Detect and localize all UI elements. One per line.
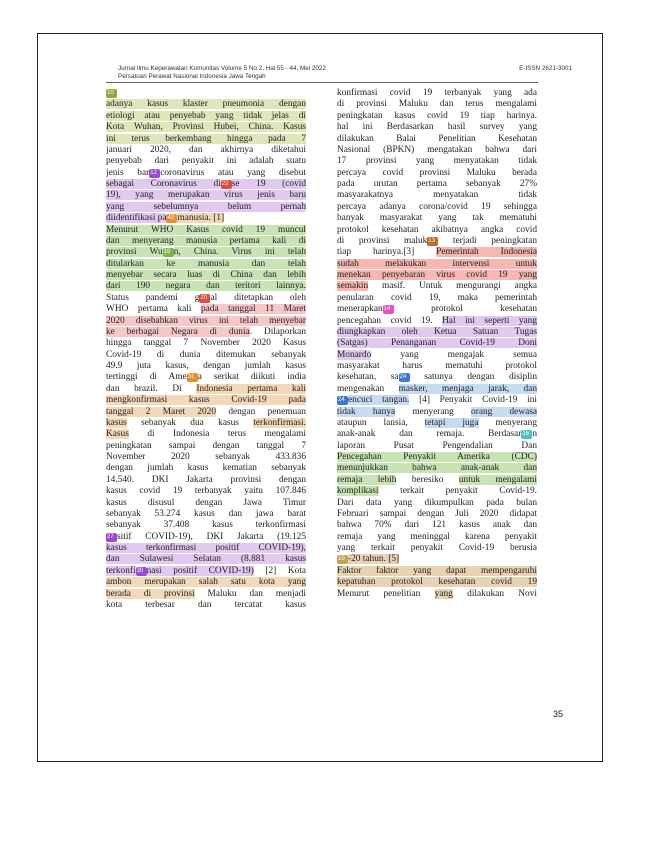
highlighted-text: diidentifikasi pa bbox=[106, 213, 167, 224]
annotation-tag: 12 bbox=[149, 169, 160, 178]
text-line bbox=[106, 111, 306, 122]
highlighted-text: tetapi juga bbox=[424, 417, 479, 428]
text-span: remaja yang meninggal karena penyakit bbox=[337, 531, 537, 542]
text-line bbox=[106, 509, 306, 520]
text-span: peningkatan sampai dengan tanggal 7 bbox=[106, 440, 306, 451]
text-line bbox=[106, 372, 306, 383]
text-line bbox=[337, 554, 537, 565]
text-line bbox=[106, 520, 306, 531]
text-span: 49.9 juta kasus, dengan jumlah kasus bbox=[106, 361, 306, 371]
text-span: ataupun lansia, bbox=[337, 417, 425, 428]
text-line bbox=[106, 350, 306, 361]
text-line bbox=[106, 247, 306, 258]
text-line bbox=[106, 361, 306, 372]
highlighted-text: remaja lebih bbox=[337, 474, 397, 485]
text-line bbox=[106, 418, 306, 429]
text-line bbox=[106, 99, 306, 110]
text-line bbox=[106, 122, 306, 133]
highlighted-text: Sulawesi Selatan (8.881 kasus bbox=[139, 554, 306, 565]
highlighted-text: yang sebelumnya belum pernah bbox=[106, 201, 306, 212]
text-span: Februari sampai dengan Juli 2020 didapat bbox=[337, 508, 537, 519]
text-span: terjadi peningkatan bbox=[438, 235, 537, 246]
left-column bbox=[106, 88, 306, 611]
text-line bbox=[106, 145, 306, 156]
text-line bbox=[106, 270, 306, 281]
annotation-tag: 13 bbox=[427, 237, 438, 246]
text-line bbox=[337, 88, 537, 99]
highlighted-text: Pemerintah Indonesia bbox=[436, 247, 537, 258]
highlighted-text: sebagai Coronavirus di bbox=[106, 179, 221, 189]
text-line bbox=[337, 99, 537, 110]
highlighted-text: orang dewasa bbox=[471, 406, 537, 417]
highlighted-text: berada di provinsi bbox=[106, 588, 195, 599]
text-span: kasus disusul dengan Jawa Timur bbox=[106, 497, 306, 508]
text-span: Maluku dan menjadi bbox=[194, 588, 306, 599]
text-line bbox=[337, 134, 537, 145]
text-line bbox=[337, 202, 537, 213]
text-line bbox=[106, 452, 306, 463]
annotation-tag: 24 bbox=[337, 396, 348, 405]
text-line bbox=[337, 452, 537, 463]
text-span: dilakukan Balai Penelitian Kesehatan bbox=[337, 133, 537, 144]
highlighted-text: Pencegahan Penyakit Amerika (CDC) bbox=[337, 452, 537, 462]
highlighted-text: Hal ini seperti yang bbox=[442, 315, 537, 326]
text-span: yang mengajak semua bbox=[371, 349, 537, 360]
annotation-tag: 30 bbox=[136, 567, 147, 576]
highlighted-text: yang bbox=[434, 588, 453, 599]
text-line bbox=[337, 532, 537, 543]
text-span: . Dilaporkan bbox=[249, 326, 306, 337]
text-line bbox=[337, 407, 537, 418]
highlighted-text: kasus terkonfirmasi positif COVID-19), bbox=[106, 543, 306, 553]
text-line bbox=[106, 486, 306, 497]
text-line bbox=[337, 247, 537, 258]
annotation-tag: 27 bbox=[106, 533, 117, 542]
text-line bbox=[337, 327, 537, 338]
text-span: Menurut penelitian bbox=[337, 588, 435, 599]
text-span: penyebab dari penyakit ini adalah suatu bbox=[106, 156, 306, 167]
text-line bbox=[106, 213, 306, 224]
text-line bbox=[337, 213, 537, 224]
highlighted-text: untuk mengalami bbox=[458, 474, 537, 485]
highlighted-text: semakin bbox=[337, 281, 369, 292]
text-line bbox=[106, 202, 306, 213]
highlighted-text: se 19 (covid bbox=[231, 179, 306, 189]
text-span: n bbox=[532, 429, 537, 440]
annotation-tag: 14 bbox=[383, 305, 394, 314]
highlighted-text: diungkapkan oleh Ketua Satuan Tugas bbox=[337, 326, 537, 337]
text-span: sebanyak 37.408 kasus terkonfirmasi bbox=[106, 520, 306, 531]
text-line bbox=[337, 281, 537, 292]
text-span: menyerang bbox=[395, 406, 472, 417]
text-line bbox=[106, 395, 306, 406]
highlighted-text: tidak hanya bbox=[337, 406, 396, 417]
text-span: al ditetapkan oleh bbox=[210, 292, 306, 303]
annotation-tag: 20 bbox=[199, 294, 210, 303]
text-line bbox=[106, 543, 306, 554]
text-line bbox=[337, 589, 537, 600]
text-line bbox=[337, 361, 537, 372]
highlighted-text: sudah melakukan intervensi untuk bbox=[337, 258, 537, 269]
text-line bbox=[106, 225, 306, 236]
text-line bbox=[337, 179, 537, 190]
text-line bbox=[337, 509, 537, 520]
text-span: protokol kesehatan bbox=[393, 304, 537, 315]
text-span: terkait penyakit Covid-19. bbox=[378, 486, 537, 497]
text-line bbox=[337, 350, 537, 361]
text-line bbox=[106, 600, 306, 611]
highlighted-text: encuci tangan. bbox=[348, 395, 410, 406]
text-span: kota terbesar dan tercatat kasus bbox=[106, 599, 306, 610]
text-line bbox=[337, 190, 537, 201]
text-line bbox=[106, 304, 306, 315]
text-span: januari 2020, dan akhirnya diketahui bbox=[106, 144, 306, 155]
text-span: sebanyak dua kasus bbox=[126, 417, 254, 428]
highlighted-text: manusia. [1] bbox=[177, 213, 225, 224]
text-span: dilakukan Novi bbox=[452, 588, 537, 599]
right-column bbox=[337, 88, 537, 600]
text-span: a serikat diikuti india bbox=[197, 372, 306, 383]
highlighted-text: dan menyerang manusia pertama kali di bbox=[106, 235, 306, 246]
annotation-tag: 10 bbox=[337, 555, 348, 564]
text-line bbox=[337, 543, 537, 554]
text-span: kesehatan, sa bbox=[337, 372, 399, 383]
text-line bbox=[337, 372, 537, 383]
highlighted-text: mengkonfirmasi kasus Covid-19 pada bbox=[106, 395, 306, 406]
text-line bbox=[106, 407, 306, 418]
text-span: percaya adanya corona/covid 19 sehingga bbox=[337, 201, 537, 212]
text-span: [2] Kota bbox=[253, 565, 306, 576]
text-span: bahwa 70% dari 121 kasus anak dan bbox=[337, 520, 537, 531]
highlighted-text: menekan penyebaran virus covid 19 yang bbox=[337, 270, 537, 280]
text-line bbox=[106, 463, 306, 474]
text-line bbox=[337, 463, 537, 474]
highlighted-text: Kota Wuhan, Provinsi Hubei, China. Kasus bbox=[106, 122, 306, 133]
text-span: beresiko bbox=[396, 474, 459, 485]
text-span: mengenakan bbox=[337, 383, 399, 394]
highlighted-text: nasi positif COVID-19) bbox=[146, 565, 254, 576]
text-line bbox=[106, 327, 306, 338]
text-line bbox=[337, 236, 537, 247]
annotation-tag: 16 bbox=[521, 430, 532, 439]
text-span: tertinggi di Ame bbox=[106, 372, 187, 383]
text-line bbox=[337, 384, 537, 395]
highlighted-text: menunjukkan bahwa anak-anak dan bbox=[337, 463, 537, 474]
text-span: di Indonesia terus mengalami bbox=[128, 429, 306, 440]
highlighted-text: komplikasi bbox=[337, 486, 379, 497]
journal-line: Jurnal Ilmu Keperawatan Komunitas Volume 5 No 2, Hal 55 - 44, Mei 2022 bbox=[118, 65, 326, 72]
annotation-tag: 24 bbox=[399, 373, 410, 382]
text-line bbox=[337, 145, 537, 156]
text-line bbox=[106, 566, 306, 577]
text-span: 17 provinsi yang menyatakan tidak bbox=[337, 156, 537, 167]
text-line bbox=[106, 281, 306, 292]
text-span: Status pandemi g bbox=[106, 292, 200, 303]
annotation-tag: 22 bbox=[221, 180, 232, 189]
text-span: dengan penemuan bbox=[216, 406, 306, 417]
page-number: 35 bbox=[552, 709, 563, 719]
text-line bbox=[106, 168, 306, 179]
annotation-tag-line bbox=[106, 88, 306, 99]
text-span: Dari data yang dikumpulkan pada bulan bbox=[337, 497, 537, 508]
highlighted-text: tanggal 2 Maret 2020 bbox=[106, 406, 217, 417]
text-span: peningkatan kasus covid 19 tiap harinya. bbox=[337, 110, 537, 121]
text-span: masyarakatnya menyatakan tidak bbox=[337, 190, 537, 201]
annotation-tag: 31 bbox=[187, 373, 198, 382]
text-span: kasus covid 19 terbanyak yaitu 107.846 bbox=[106, 486, 306, 497]
text-span: pencegahan covid 19. bbox=[337, 315, 443, 326]
highlighted-text: Indonesia pertama kali bbox=[196, 383, 306, 394]
highlighted-text: menyebar secara luas di China dan lebih bbox=[106, 270, 306, 280]
text-span: protokol kesehatan akibatnya angka covid bbox=[337, 224, 537, 235]
issn: E-ISSN 2621-3001 bbox=[519, 65, 572, 72]
text-span: percaya covid provinsi Maluku berada bbox=[337, 167, 537, 178]
annotation-tag: 42 bbox=[166, 214, 177, 223]
text-line bbox=[337, 566, 537, 577]
text-span: satunya dengan disiplin bbox=[409, 372, 537, 383]
text-line bbox=[106, 156, 306, 167]
text-line bbox=[106, 316, 306, 327]
text-line bbox=[337, 395, 537, 406]
highlighted-text: adanya kasus klaster pneumonia dengan bbox=[106, 99, 306, 110]
text-line bbox=[337, 259, 537, 270]
text-line bbox=[337, 498, 537, 509]
publisher-line: Persatuan Perawat Nasional Indonesia Jawa Tengah bbox=[118, 73, 266, 80]
text-span: [4] Penyakit Covid-19 ini bbox=[409, 395, 537, 406]
text-line bbox=[106, 134, 306, 145]
text-span: masif. Untuk mengurangi angka bbox=[368, 281, 537, 292]
text-span: menerapkan bbox=[337, 304, 383, 315]
highlighted-text: ditularkan ke manusia dan telah bbox=[106, 258, 306, 269]
text-span: penularan covid 19, maka pemerintah bbox=[337, 292, 537, 303]
text-span: yang terkait penyakit Covid-19 berusia bbox=[337, 543, 537, 553]
text-span: anak-anak dan remaja. Berdasar bbox=[337, 429, 522, 440]
highlighted-text: dan bbox=[106, 554, 140, 565]
text-line bbox=[337, 111, 537, 122]
text-line bbox=[106, 441, 306, 452]
header-rule bbox=[106, 82, 538, 83]
highlighted-text: terkonfi bbox=[106, 565, 136, 576]
text-line bbox=[337, 168, 537, 179]
text-span: hingga tanggal 7 November 2020 Kasus bbox=[106, 338, 306, 349]
text-line bbox=[337, 225, 537, 236]
text-line bbox=[106, 190, 306, 201]
highlighted-text: kepatuhan protokol kesehatan covid 19 bbox=[337, 577, 537, 588]
text-line bbox=[106, 532, 306, 543]
highlighted-text: kasus bbox=[106, 417, 127, 428]
highlighted-text: ini terus berkembang hingga pada 7 bbox=[106, 133, 306, 144]
text-span: pada urutan pertama sebanyak 27% bbox=[337, 179, 537, 189]
text-span: menyerang bbox=[478, 417, 537, 428]
text-line bbox=[337, 418, 537, 429]
highlighted-text: ambon merupakan salah satu kota yang bbox=[106, 577, 306, 588]
text-span: 14.540. DKI Jakarta provinsi dengan bbox=[106, 474, 306, 485]
annotation-tag: 10 bbox=[106, 89, 117, 98]
text-line bbox=[106, 554, 306, 565]
text-span: dan brazil. Di bbox=[106, 383, 197, 394]
text-line bbox=[337, 156, 537, 167]
highlighted-text: dari 190 negara dan teritori lainnya. bbox=[106, 281, 306, 292]
text-line bbox=[337, 122, 537, 133]
text-span: hal ini Berdasarkan hasil survey yang bbox=[337, 122, 537, 133]
text-span: laporan Pusat Pengendalian Dan bbox=[337, 440, 537, 451]
highlighted-text: n, China. Virus ini telah bbox=[173, 247, 306, 258]
text-span: masyarakat harus mematuhi protokol bbox=[337, 361, 537, 371]
text-line bbox=[337, 441, 537, 452]
text-span: di provinsi Maluku dan terus mengalami bbox=[337, 99, 537, 110]
text-line bbox=[337, 316, 537, 327]
text-line bbox=[106, 384, 306, 395]
text-line bbox=[337, 486, 537, 497]
highlighted-text: masker, menjaga jarak, dan bbox=[398, 383, 537, 394]
text-span: November 2020 sebanyak 433.836 bbox=[106, 452, 306, 462]
highlighted-text: pada tanggal 11 Maret bbox=[200, 304, 306, 315]
text-span: coronavirus atau yang disebut bbox=[160, 167, 306, 178]
highlighted-text: -20 tahun. [5] bbox=[348, 554, 400, 565]
text-line bbox=[337, 338, 537, 349]
highlighted-text: ke berbagai Negara di dunia bbox=[106, 326, 250, 337]
text-span: WHO pertama kali bbox=[106, 304, 201, 315]
highlighted-text: provinsi Wu bbox=[106, 247, 163, 258]
text-line bbox=[337, 577, 537, 588]
annotation-tag: 19 bbox=[163, 248, 174, 257]
text-line bbox=[337, 475, 537, 486]
running-header bbox=[118, 65, 326, 81]
text-span: dengan jumlah kasus kematian sebanyak bbox=[106, 463, 306, 474]
text-span: sebanyak 53.274 kasus dan jawa barat bbox=[106, 508, 306, 519]
text-line bbox=[106, 179, 306, 190]
highlighted-text: 2020 disebabkan virus ini telah menyebar bbox=[106, 315, 306, 326]
text-line bbox=[106, 577, 306, 588]
text-line bbox=[106, 259, 306, 270]
text-span: Nasional (BPKN) mengatakan bahwa dari bbox=[337, 144, 537, 155]
text-line bbox=[106, 236, 306, 247]
text-span: sitif COVID-19), DKI Jakarta (19.125 bbox=[117, 531, 306, 542]
highlighted-text: Menurut WHO bbox=[106, 224, 187, 235]
text-line bbox=[337, 520, 537, 531]
text-line bbox=[337, 429, 537, 440]
text-line bbox=[106, 498, 306, 509]
text-span: banyak masyarakat yang tak mematuhi bbox=[337, 213, 537, 224]
highlighted-text: terkonfirmasi. bbox=[253, 417, 306, 428]
highlighted-text: Kasus bbox=[106, 429, 129, 440]
highlighted-text: Faktor faktor yang dapat mempengaruhi bbox=[337, 565, 537, 576]
highlighted-text: Monardo bbox=[337, 349, 372, 360]
text-span: konfirmasi covid 19 terbanyak yang ada bbox=[337, 88, 537, 98]
highlighted-text: etiologi atau penyebab yang tidak jelas di bbox=[106, 110, 306, 121]
text-line bbox=[106, 475, 306, 486]
text-span: tiap harinya.[3] bbox=[337, 247, 437, 258]
text-line bbox=[106, 338, 306, 349]
text-line bbox=[106, 589, 306, 600]
text-line bbox=[106, 293, 306, 304]
text-line bbox=[106, 429, 306, 440]
text-line bbox=[337, 304, 537, 315]
text-span: Covid-19 di dunia ditemukan sebanyak bbox=[106, 349, 306, 360]
text-span: di provinsi maluk bbox=[337, 235, 428, 246]
text-line bbox=[337, 293, 537, 304]
highlighted-text: Kasus covid 19 muncul bbox=[186, 224, 306, 235]
highlighted-text: (Satgas) Penanganan Covid-19 Doni bbox=[337, 338, 537, 349]
text-span: jenis bar bbox=[106, 167, 150, 178]
highlighted-text: 19), yang merupakan virus jenis baru bbox=[106, 190, 306, 201]
text-line bbox=[337, 270, 537, 281]
